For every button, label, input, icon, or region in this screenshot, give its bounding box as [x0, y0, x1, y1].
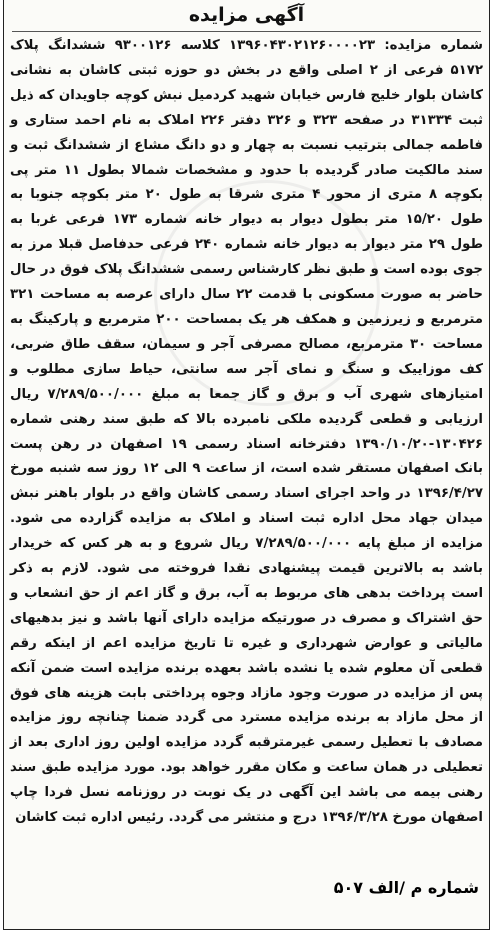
- notice-title: آگهی مزایده: [188, 4, 305, 26]
- notice-code: شماره م /الف ۵۰۷: [333, 878, 479, 897]
- title-divider: [12, 31, 481, 32]
- notice-body: شماره مزایده: ۱۳۹۶۰۴۳۰۲۱۲۶۰۰۰۰۲۳ کلاسه ۹۳۰۰۱۲۶ ششدانگ پلاک ۵۱۷۲ فرعی از ۲ اصلی واقع در بخش دو حوزه ثبتی کاشان به نشانی کاشان بلوار خلیج فارس خیابان شهید کردمیل نبش کوچه جاویدان که ذیل ثبت ۳۱۳۳۴ در صفحه ۳۲۳ و ۳۲۶ دفتر ۲۲۶ املاک به نام احمد ستاری و فاطمه جمالی بترتیب نسبت به چهار و دو دانگ مشاع از ششدانگ ثبت و سند مالکیت صادر گردیده با حدود و مشخصات شمالا بطول ۱۱ متر پی بکوچه ۸ متری از محور ۴ متری شرقا به طول ۲۰ متر بکوچه جنوبا به طول ۱۵/۲۰ متر بطول دیوار به دیوار خانه شماره ۱۷۳ فرعی غربا به طول ۲۹ متر دیوار به دیوار خانه شماره ۲۴۰ فرعی حدفاصل قبلا مرز به جوی بوده است و طبق نظر کارشناس رسمی ششدانگ پلاک فوق در حال حاضر به صورت مسکونی با قدمت ۲۲ سال دارای عرصه به مساحت ۳۲۱ مترمربع و زیرزمین و همکف هر یک بمساحت ۲۰۰ مترمربع و پارکینگ به مساحت ۳۰ مترمربع، مصالح مصرفی آجر و سیمان، سقف طاق ضربی، کف موزاییک و سنگ و نمای آجر سه سانتی، حیاط سازی مطلوب و امتیازهای شهری آب و برق و گاز جمعا به مبلغ ۷/۲۸۹/۵۰۰/۰۰۰ ریال ارزیابی و قطعی گردیده ملکی نامبرده بالا که طبق سند رهنی شماره ۱۳۰۴۲۶-۱۳۹۰/۱۰/۲۰ دفترخانه اسناد رسمی ۱۹ اصفهان در رهن پست بانک اصفهان مستقر شده است، از ساعت ۹ الی ۱۲ روز سه شنبه مورخ ۱۳۹۶/۴/۲۷ در واحد اجرای اسناد رسمی کاشان واقع در بلوار باهنر نبش میدان جهاد محل اداره ثبت اسناد و املاک به مزایده گزارده می شود. مزایده از مبلغ پایه ۷/۲۸۹/۵۰۰/۰۰۰ ریال شروع و به هر کس که خریدار باشد به بالاترین قیمت پیشنهادی نقدا فروخته می شود. لازم به ذکر است پرداخت بدهی های مربوط به آب، برق و گاز اعم از حق انشعاب و حق اشتراک و مصرف در صورتیکه مزایده دارای آنها باشد و نیز بدهیهای مالیاتی و عوارض شهرداری و غیره تا تاریخ مزایده اعم از اینکه رقم قطعی آن معلوم شده یا نشده باشد بعهده برنده مزایده است ضمن آنکه پس از مزایده در صورت وجود مازاد وجوه پرداختی بابت هزینه های فوق از محل مازاد به برنده مزایده مسترد می گردد ضمنا چنانچه روز مزایده مصادف با تعطیل رسمی غیرمترقبه گردد مزایده اولین روز اداری بعد از تعطیلی در همان ساعت و مکان مقرر خواهد بود. مورد مزایده طبق سند رهنی بیمه می باشد این آگهی در یک نوبت در روزنامه نسل فردا چاپ اصفهان مورخ ۱۳۹۶/۳/۲۸ درج و منتشر می گردد. رئیس اداره ثبت کاشان: [10, 38, 484, 826]
- auction-notice: [3, 0, 490, 930]
